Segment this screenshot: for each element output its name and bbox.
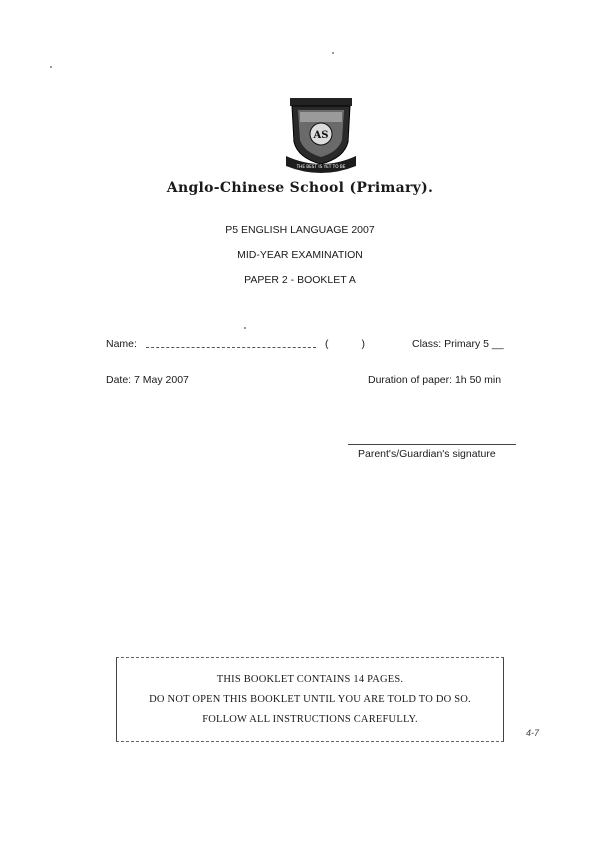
- scan-speck: [244, 327, 246, 329]
- notice-do-not-open: DO NOT OPEN THIS BOOKLET UNTIL YOU ARE TOLD TO DO SO.: [149, 694, 471, 705]
- name-field-line[interactable]: [146, 347, 316, 348]
- exam-type-title: MID-YEAR EXAMINATION: [237, 249, 363, 261]
- margin-handwritten-mark: 4-7: [526, 728, 540, 738]
- scan-speck: [332, 52, 334, 54]
- instructions-box: [116, 657, 504, 742]
- notice-page-count: THIS BOOKLET CONTAINS 14 PAGES.: [216, 674, 404, 685]
- svg-text:AS: AS: [313, 130, 329, 141]
- exam-subject-title: P5 ENGLISH LANGUAGE 2007: [225, 224, 375, 236]
- signature-label: Parent's/Guardian's signature: [358, 448, 496, 460]
- school-name: Anglo-Chinese School (Primary).: [166, 180, 434, 196]
- signature-line[interactable]: [348, 444, 516, 445]
- date-label: Date: 7 May 2007: [106, 374, 189, 386]
- notice-follow-instructions: FOLLOW ALL INSTRUCTIONS CAREFULLY.: [202, 714, 418, 725]
- scan-speck: [50, 66, 52, 68]
- school-crest-logo: [284, 96, 358, 176]
- name-label: Name:: [106, 338, 137, 350]
- duration-label: Duration of paper: 1h 50 min: [368, 374, 502, 386]
- crest-motto-text: THE BEST IS YET TO BE: [296, 164, 346, 169]
- register-number-field[interactable]: [325, 338, 365, 350]
- class-label: Class: Primary 5 __: [412, 338, 504, 350]
- paper-booklet-title: PAPER 2 - BOOKLET A: [244, 274, 356, 286]
- paren-open: (: [325, 338, 329, 350]
- paren-close: ): [361, 338, 365, 350]
